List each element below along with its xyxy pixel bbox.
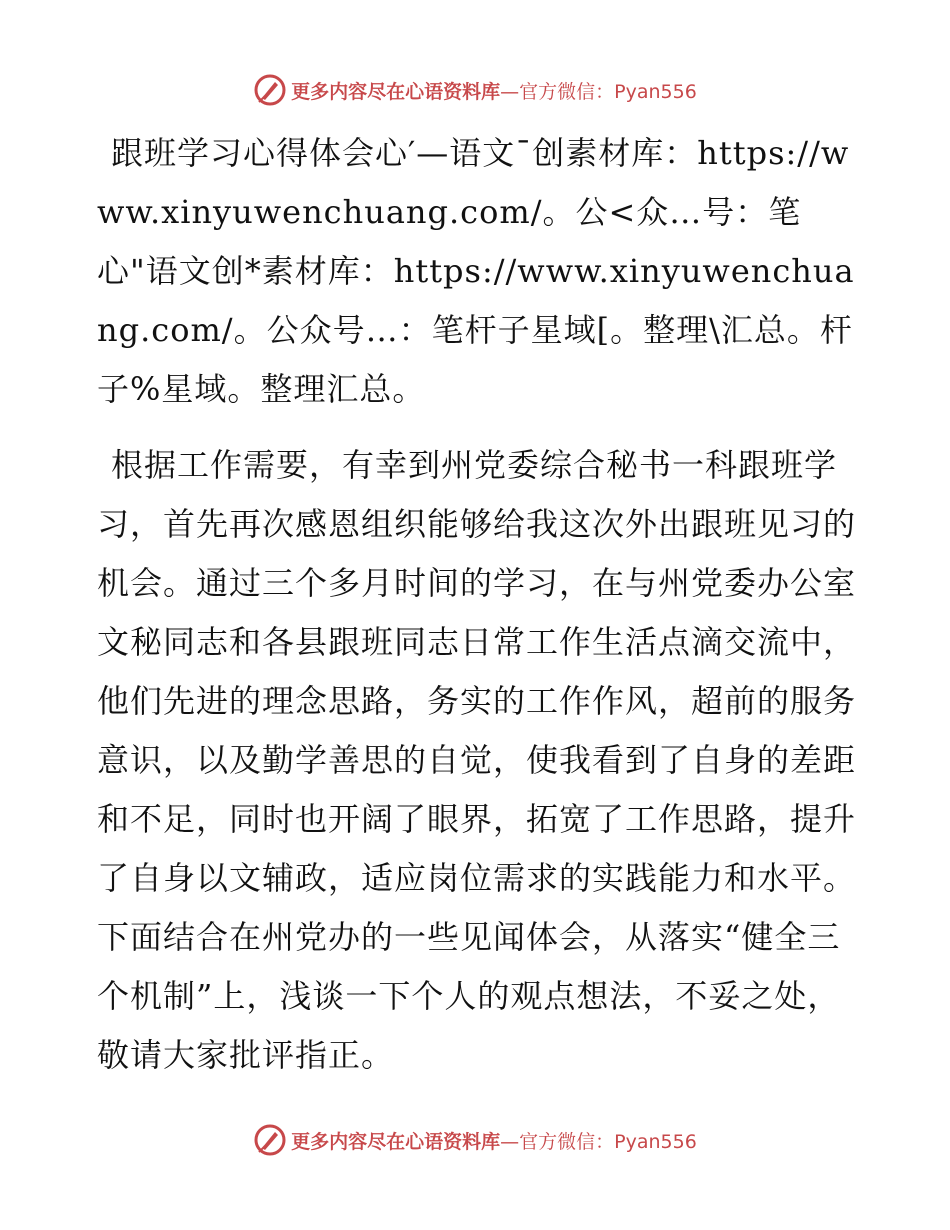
quill-logo-icon — [253, 1123, 287, 1157]
paragraph-title-watermark: 跟班学习心得体会心′—语文¯创素材库：https://www.xinyuwenchuang.com/。公<众…号：笔心"语文创*素材库：https://www.xinyuwenchuang.com/。公众号…：笔杆子星域[。整理\汇总。杆子%星域。整理汇总。 — [97, 134, 855, 408]
quill-logo-icon — [253, 73, 287, 107]
document-body — [97, 124, 857, 1085]
banner-text — [291, 1127, 697, 1154]
banner-brand-text: 更多内容尽在心语资料库 — [291, 1130, 501, 1153]
banner-text — [291, 77, 697, 104]
banner-brand-text: 更多内容尽在心语资料库 — [291, 80, 501, 103]
paragraph-body: 根据工作需要，有幸到州党委综合秘书一科跟班学习，首先再次感恩组织能够给我这次外出跟班见习的机会。通过三个多月时间的学习，在与州党委办公室文秘同志和各县跟班同志日常工作生活点滴交流中，他们先进的理念思路，务实的工作作风，超前的服务意识，以及勤学善思的自觉，使我看到了自身的差距和不足，同时也开阔了眼界，拓宽了工作思路，提升了自身以文辅政，适应岗位需求的实践能力和水平。下面结合在州党办的一些见闻体会，从落实“健全三个机制”上，浅谈一下个人的观点想法，不妥之处，敬请大家批评指正。 — [97, 446, 857, 1074]
header-watermark-banner — [0, 70, 950, 110]
banner-contact-text: —官方微信：Pyan556 — [500, 1130, 697, 1153]
footer-watermark-banner — [0, 1120, 950, 1160]
banner-contact-text: —官方微信：Pyan556 — [500, 80, 697, 103]
